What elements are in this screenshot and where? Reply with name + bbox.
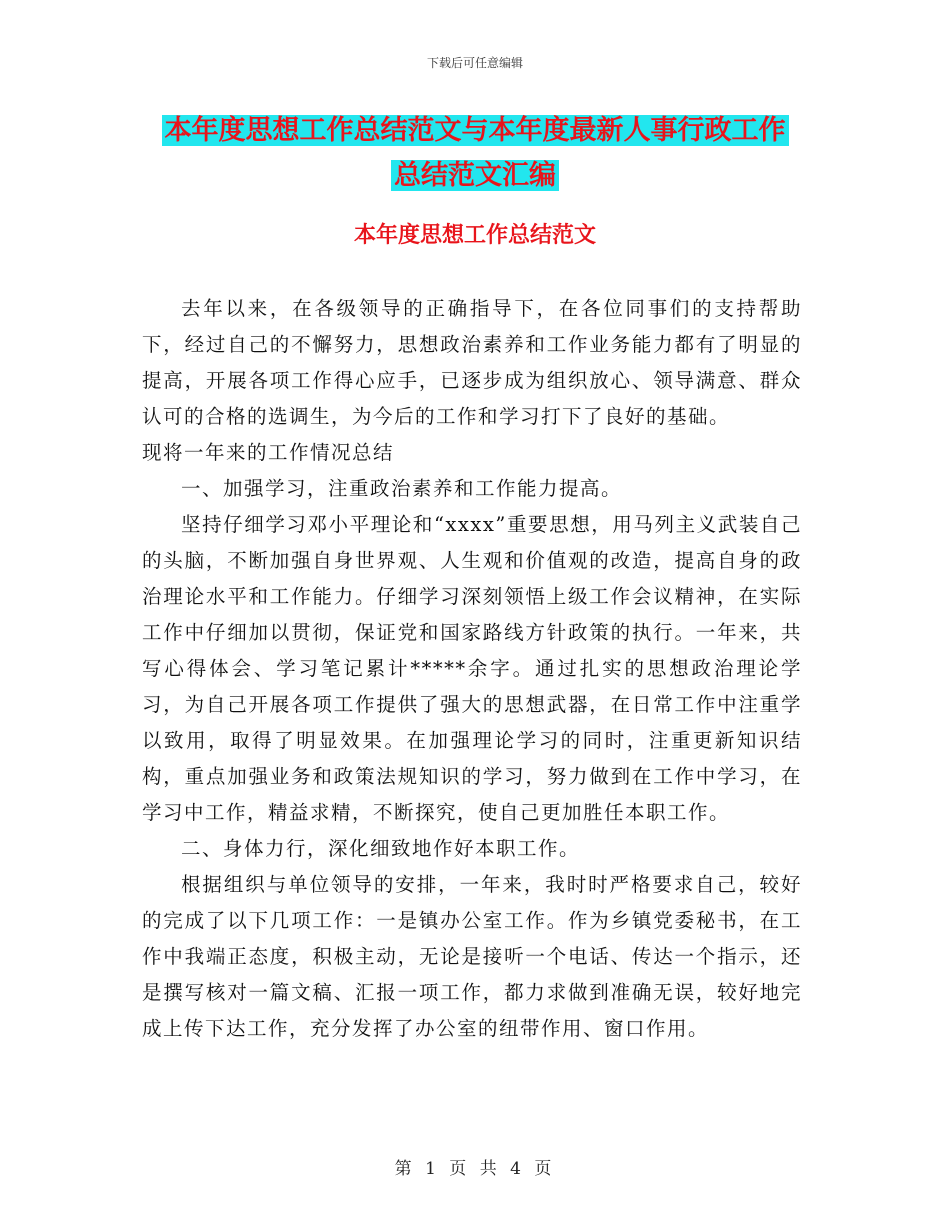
document-title	[140, 108, 810, 198]
document-title-line-1: 本年度思想工作总结范文与本年度最新人事行政工作	[162, 115, 789, 146]
paragraph-duties: 根据组织与单位领导的安排，一年来，我时时严格要求自己，较好的完成了以下几项工作：一是镇办公室工作。作为乡镇党委秘书，在工作中我端正态度，积极主动，无论是接听一个电话、传达一个指示，还是撰写核对一篇文稿、汇报一项工作，都力求做到准确无误，较好地完成上传下达工作，充分发挥了办公室的纽带作用、窗口作用。	[142, 873, 802, 1040]
header-note: 下载后可任意编辑	[426, 56, 523, 70]
paragraph-summary-lead: 现将一年来的工作情况总结	[142, 441, 395, 464]
section-title: 本年度思想工作总结范文	[353, 223, 596, 248]
document-title-line-2: 总结范文汇编	[391, 160, 559, 191]
heading-one: 一、加强学习，注重政治素养和工作能力提高。	[181, 477, 623, 500]
page-number-footer: 第 1 页 共 4 页	[394, 1159, 556, 1179]
heading-two: 二、身体力行，深化细致地作好本职工作。	[181, 837, 581, 860]
paragraph-study: 坚持仔细学习邓小平理论和“xxxx”重要思想，用马列主义武装自己的头脑，不断加强自身世界观、人生观和价值观的改造，提高自身的政治理论水平和工作能力。仔细学习深刻领悟上级工作会议精神，在实际工作中仔细加以贯彻，保证党和国家路线方针政策的执行。一年来，共写心得体会、学习笔记累计*****余字。通过扎实的思想政治理论学习，为自己开展各项工作提供了强大的思想武器，在日常工作中注重学以致用，取得了明显效果。在加强理论学习的同时，注重更新知识结构，重点加强业务和政策法规知识的学习，努力做到在工作中学习，在学习中工作，精益求精，不断探究，使自己更加胜任本职工作。	[142, 513, 802, 824]
document-body	[142, 291, 802, 1047]
paragraph-intro: 去年以来，在各级领导的正确指导下，在各位同事们的支持帮助下，经过自己的不懈努力，思想政治素养和工作业务能力都有了明显的提高，开展各项工作得心应手，已逐步成为组织放心、领导满意、群众认可的合格的选调生，为今后的工作和学习打下了良好的基础。	[142, 297, 802, 428]
